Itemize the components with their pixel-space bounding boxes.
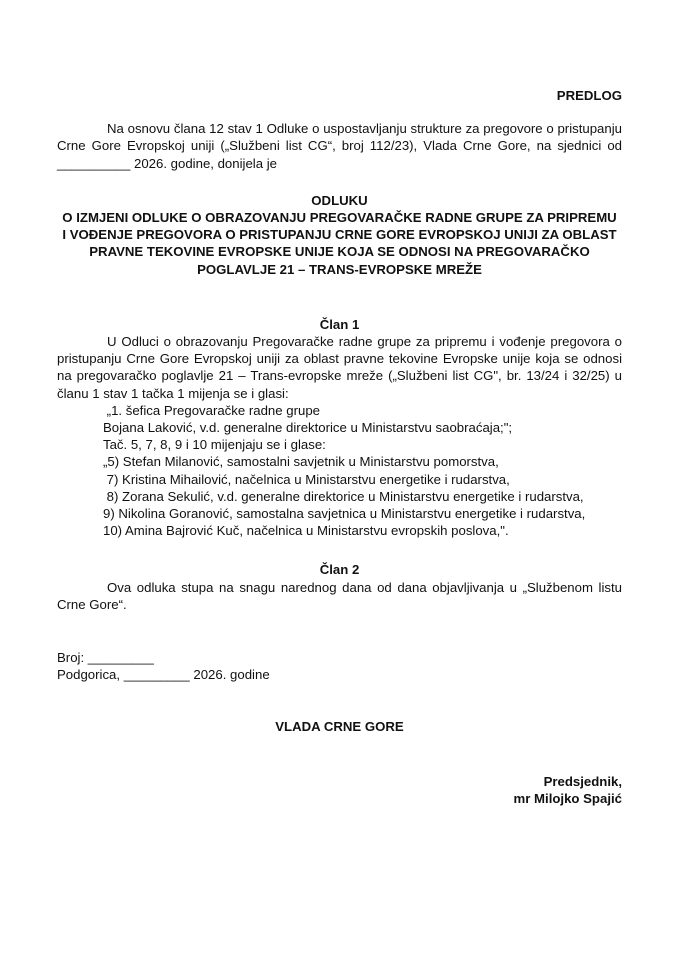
article-1-items bbox=[57, 402, 622, 540]
title-line: O IZMJENI ODLUKE O OBRAZOVANJU PREGOVARAČKE RADNE GRUPE ZA PRIPREMU bbox=[62, 210, 617, 226]
article-2-text: Ova odluka stupa na snagu narednog dana od dana objavljivanja u „Službenom listu Crne Gore“. bbox=[57, 579, 622, 612]
document-number: Broj: _________ bbox=[57, 650, 154, 666]
list-item: 7) Kristina Mihailović, načelnica u Ministarstvu energetike i rudarstva, bbox=[103, 471, 510, 487]
article-1-heading: Član 1 bbox=[319, 316, 360, 332]
list-item: „1. šefica Pregovaračke radne grupe bbox=[103, 402, 320, 418]
title-line: I VOĐENJE PREGOVORA O PRISTUPANJU CRNE GORE EVROPSKOJ UNIJI ZA OBLAST bbox=[62, 227, 617, 243]
list-item: 10) Amina Bajrović Kuč, načelnica u Ministarstvu evropskih poslova,". bbox=[103, 523, 509, 539]
document-status-label: PREDLOG bbox=[556, 88, 622, 103]
title-heading: ODLUKU bbox=[311, 192, 368, 208]
government-name: VLADA CRNE GORE bbox=[275, 719, 404, 735]
title-line: PRAVNE TEKOVINE EVROPSKE UNIJE KOJA SE ODNOSI NA PREGOVARAČKO bbox=[89, 244, 590, 260]
article-2-heading: Član 2 bbox=[319, 562, 360, 578]
preamble: Na osnovu člana 12 stav 1 Odluke o uspostavljanju strukture za pregovore o pristupanju Crne Gore Evropskoj uniji („Službeni list CG“, broj 112/23), Vlada Crne Gore, na sjednici od __________ 2026. godine, donijela je bbox=[57, 121, 622, 171]
list-item: Tač. 5, 7, 8, 9 i 10 mijenjaju se i glase: bbox=[103, 437, 326, 453]
list-item: „5) Stefan Milanović, samostalni savjetnik u Ministarstvu pomorstva, bbox=[103, 454, 499, 470]
signatory-title: Predsjednik, bbox=[543, 773, 622, 789]
article-1-text: U Odluci o obrazovanju Pregovaračke radne grupe za pripremu i vođenje pregovora o pristupanju Crne Gore Evropskoj uniji za oblast pravne tekovine Evropske unije koja se odnosi na pregovaračko poglavlje 21 – Trans-evropske mreže („Službeni list CG", br. 13/24 i 32/25) u članu 1 stav 1 tačka 1 mijenja se i glasi: bbox=[57, 334, 622, 401]
signature-block bbox=[57, 773, 622, 807]
list-item: 8) Zorana Sekulić, v.d. generalne direktorice u Ministarstvu energetike i rudarstva, bbox=[103, 488, 584, 504]
place-date: Podgorica, _________ 2026. godine bbox=[57, 667, 270, 683]
list-item: Bojana Laković, v.d. generalne direktorice u Ministarstvu saobraćaja;"; bbox=[103, 420, 513, 436]
decision-title bbox=[40, 192, 639, 278]
signatory-name: mr Milojko Spajić bbox=[513, 790, 622, 806]
title-line: POGLAVLJE 21 – TRANS-EVROPSKE MREŽE bbox=[197, 261, 482, 277]
list-item: 9) Nikolina Goranović, samostalna savjetnica u Ministarstvu energetike i rudarstva, bbox=[103, 506, 586, 522]
